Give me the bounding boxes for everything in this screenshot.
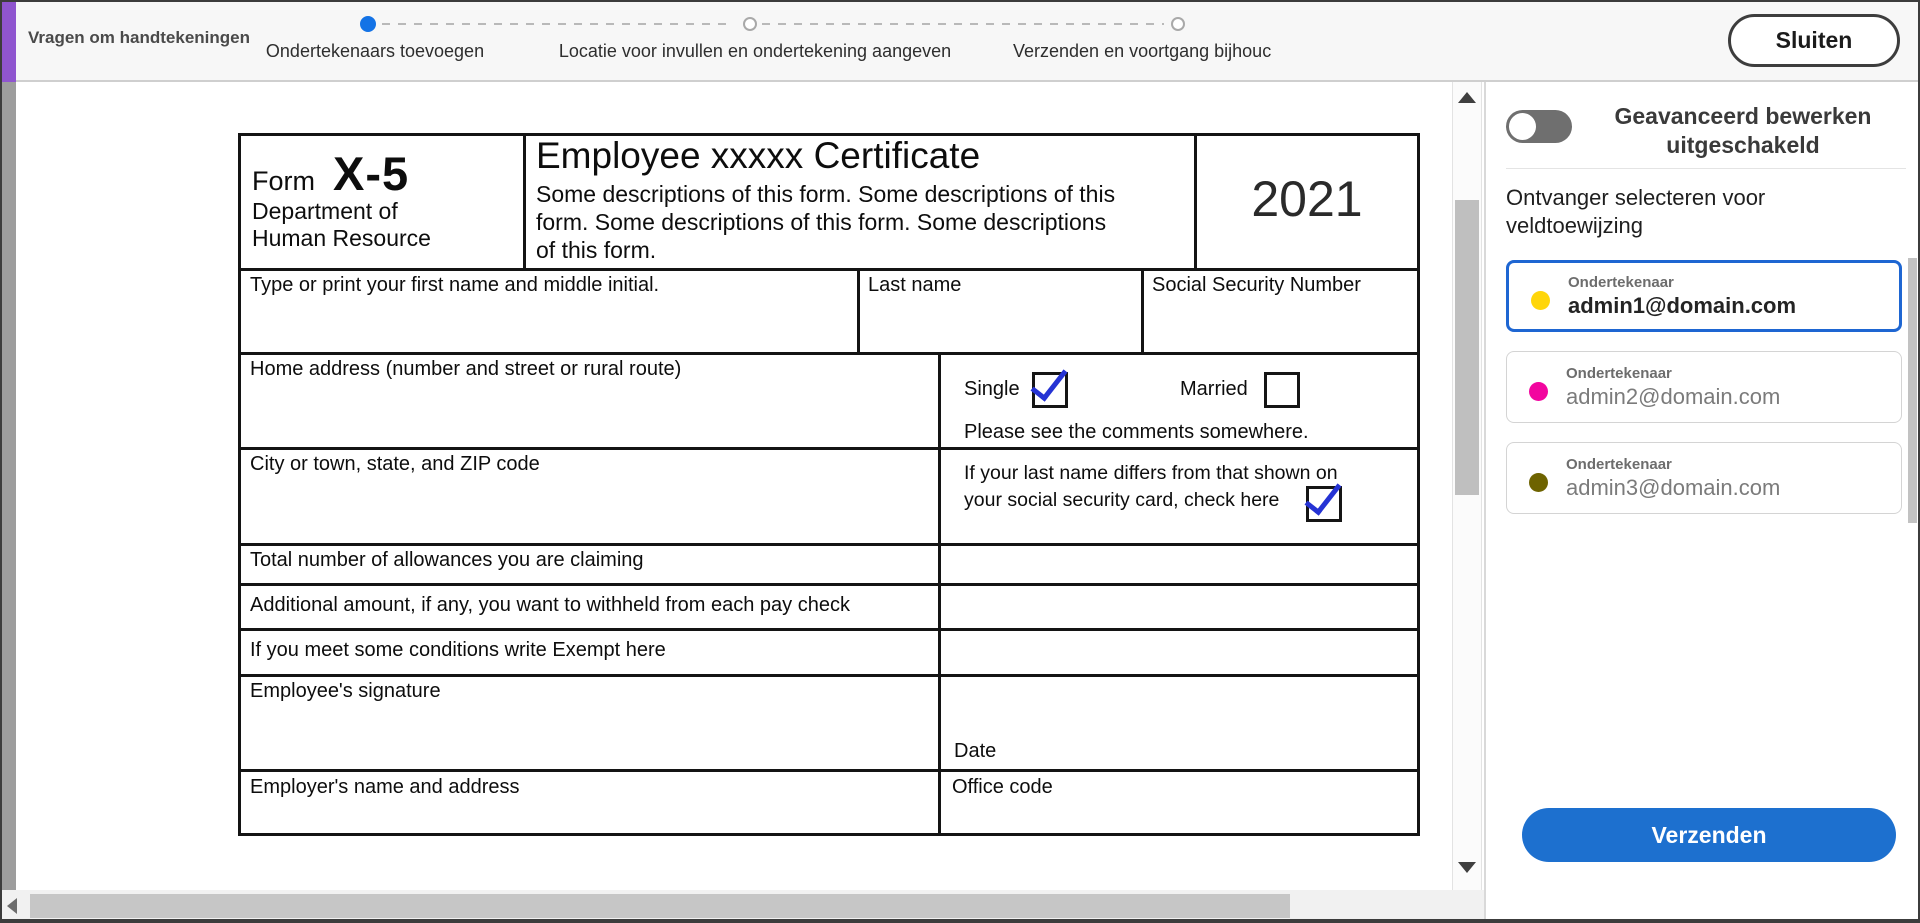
- send-button[interactable]: Verzenden: [1522, 808, 1896, 862]
- step-circle-place-fields[interactable]: [743, 17, 757, 31]
- recipient-heading: Ontvanger selecteren voor veldtoewijzing: [1506, 185, 1766, 238]
- sidebar-divider: [1506, 168, 1906, 169]
- horizontal-scrollbar-thumb[interactable]: [30, 894, 1290, 918]
- toggle-knob: [1509, 113, 1536, 140]
- table-line: [238, 674, 1420, 677]
- table-line: [1141, 268, 1144, 352]
- department-label: [252, 198, 431, 252]
- table-line: [238, 268, 1420, 271]
- form-title: Employee xxxxx Certificate: [536, 135, 981, 176]
- recipient-email: admin2@domain.com: [1566, 383, 1781, 409]
- single-label: Single: [964, 378, 1020, 400]
- additional-amount-label: Additional amount, if any, you want to withheld from each pay check: [250, 594, 850, 616]
- table-line: [523, 133, 526, 268]
- exempt-label: If you meet some conditions write Exempt here: [250, 639, 666, 661]
- recipient-color-dot: [1531, 291, 1550, 310]
- vertical-scrollbar-thumb[interactable]: [1455, 200, 1479, 495]
- table-line: [938, 352, 941, 836]
- home-address-label: Home address (number and street or rural route): [250, 358, 682, 380]
- allowances-label: Total number of allowances you are claiming: [250, 549, 644, 571]
- table-line: [238, 769, 1420, 772]
- recipient-role: Ondertekenaar: [1568, 273, 1674, 291]
- recipient-color-dot: [1529, 382, 1548, 401]
- table-line: [238, 583, 1420, 586]
- comments-note: Please see the comments somewhere.: [964, 421, 1309, 443]
- sidebar-scrollbar-thumb[interactable]: [1908, 258, 1917, 523]
- recipient-role: Ondertekenaar: [1566, 455, 1672, 473]
- recipient-card[interactable]: [1506, 351, 1902, 423]
- stepper-connector: [762, 23, 1164, 25]
- scroll-up-arrow-icon[interactable]: [1458, 92, 1476, 103]
- recipient-email: admin1@domain.com: [1568, 292, 1797, 318]
- table-line: [238, 447, 1420, 450]
- stepper-connector: [382, 23, 734, 25]
- office-code-label: Office code: [952, 776, 1053, 798]
- scroll-down-arrow-icon[interactable]: [1458, 862, 1476, 873]
- first-name-label: Type or print your first name and middle initial.: [250, 274, 660, 296]
- form-word: Form: [252, 166, 315, 196]
- form-number: X-5: [333, 147, 410, 200]
- name-differs-note: If your last name differs from that shown on your social security card, check here: [964, 462, 1338, 511]
- page-title: Vragen om handtekeningen: [28, 28, 250, 47]
- department-line2: Human Resource: [252, 225, 431, 251]
- recipient-role: Ondertekenaar: [1566, 364, 1672, 382]
- scroll-left-arrow-icon[interactable]: [7, 898, 17, 914]
- close-button[interactable]: Sluiten: [1728, 14, 1900, 67]
- step-label-place-fields[interactable]: Locatie voor invullen en ondertekening aangeven: [558, 41, 952, 61]
- form-description: Some descriptions of this form. Some descriptions of this form. Some descriptions of this form. Some descriptions of this form.: [536, 181, 1116, 263]
- step-label-add-signers[interactable]: Ondertekenaars toevoegen: [265, 41, 485, 61]
- recipient-card[interactable]: [1506, 260, 1902, 332]
- left-rail: [0, 82, 16, 890]
- date-label: Date: [954, 740, 997, 762]
- table-line: [238, 543, 1420, 546]
- department-line1: Department of: [252, 198, 398, 224]
- advanced-edit-toggle[interactable]: [1506, 110, 1572, 143]
- table-line: [238, 628, 1420, 631]
- advanced-edit-label: Geavanceerd bewerken uitgeschakeld: [1614, 103, 1872, 158]
- married-checkbox: [1264, 372, 1300, 408]
- last-name-label: Last name: [868, 274, 962, 296]
- name-differs-checkbox: [1306, 486, 1342, 522]
- table-line: [238, 352, 1420, 355]
- recipient-email: admin3@domain.com: [1566, 474, 1781, 500]
- married-label: Married: [1180, 378, 1248, 400]
- step-circle-send-track[interactable]: [1171, 17, 1185, 31]
- form-year: 2021: [1251, 171, 1363, 227]
- city-label: City or town, state, and ZIP code: [250, 453, 540, 475]
- purple-accent-bar: [0, 0, 16, 82]
- ssn-label: Social Security Number: [1152, 274, 1361, 296]
- form-number-cell: [252, 146, 409, 201]
- step-label-send-track[interactable]: Verzenden en voortgang bijhouc: [1013, 41, 1272, 61]
- signature-label: Employee's signature: [250, 680, 441, 702]
- recipient-color-dot: [1529, 473, 1548, 492]
- single-checkbox: [1032, 372, 1068, 408]
- employer-label: Employer's name and address: [250, 776, 520, 798]
- recipient-card[interactable]: [1506, 442, 1902, 514]
- step-circle-add-signers[interactable]: [360, 16, 376, 32]
- table-line: [857, 268, 860, 352]
